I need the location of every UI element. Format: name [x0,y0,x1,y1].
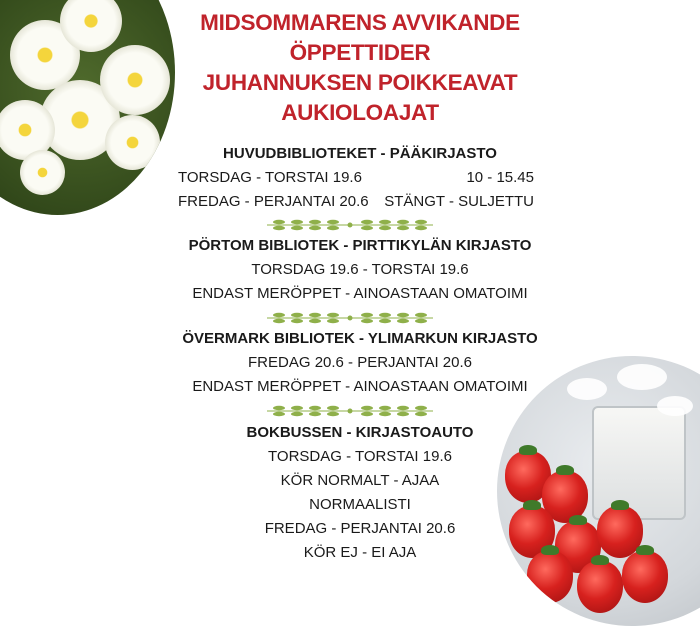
laurel-vine-icon [265,311,435,325]
hours-value: STÄNGT - SULJETTU [384,193,534,210]
info-line: FREDAG 20.6 - PERJANTAI 20.6 [248,354,472,371]
info-line: ENDAST MERÖPPET - AINOASTAAN OMATOIMI [192,285,528,302]
info-line: TORSDAG - TORSTAI 19.6 [268,448,452,465]
section-portom-library [170,234,550,306]
laurel-vine-icon [265,404,435,418]
section-heading: HUVUDBIBLIOTEKET - PÄÄKIRJASTO [223,145,497,162]
white-roses-image [0,0,175,215]
title-line: JUHANNUKSEN POIKKEAVAT [202,70,518,95]
laurel-vine-icon [265,218,435,232]
day-label: TORSDAG - TORSTAI 19.6 [178,169,362,186]
section-heading: PÖRTOM BIBLIOTEK - PIRTTIKYLÄN KIRJASTO [188,237,532,254]
section-main-library [170,142,550,214]
title-line: AUKIOLOAJAT [281,100,439,125]
section-bookbus [170,421,550,565]
title-line: MIDSOMMARENS AVVIKANDE [200,10,520,35]
info-line: ENDAST MERÖPPET - AINOASTAAN OMATOIMI [192,378,528,395]
info-line: FREDAG - PERJANTAI 20.6 [264,520,456,537]
info-line: TORSDAG 19.6 - TORSTAI 19.6 [251,261,469,278]
page-title [180,8,540,128]
hours-row [170,166,550,190]
info-line: KÖR EJ - EI AJA [303,544,417,561]
info-line: KÖR NORMALT - AJAA [280,472,440,489]
section-heading: ÖVERMARK BIBLIOTEK - YLIMARKUN KIRJASTO [182,330,538,347]
section-overmark-library [170,327,550,399]
section-heading: BOKBUSSEN - KIRJASTOAUTO [246,424,474,441]
title-line: ÖPPETTIDER [289,40,431,65]
info-line: NORMAALISTI [309,496,411,513]
day-label: FREDAG - PERJANTAI 20.6 [178,193,369,210]
hours-row [170,190,550,214]
hours-value: 10 - 15.45 [466,169,534,186]
